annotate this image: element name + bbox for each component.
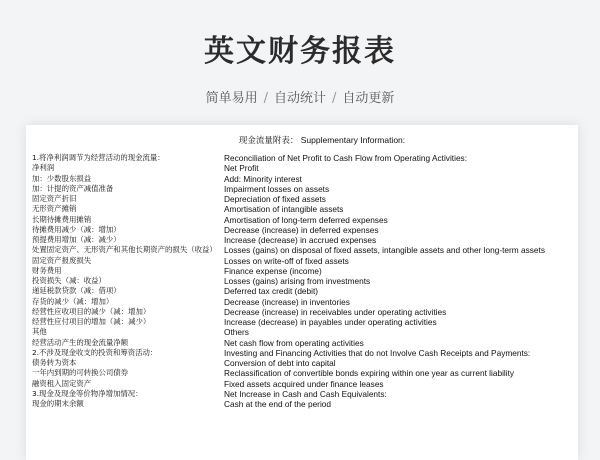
table-row [32,327,578,337]
table-row [32,225,578,235]
subtitle [0,87,600,106]
row-label-zh: 预提费用增加（减：减少） [32,235,121,244]
table-row [32,399,578,409]
table-row [32,215,578,225]
row-label-zh: 现金的期末余额 [32,399,84,408]
row-label-en: Decrease (increase) in inventories [224,296,350,307]
row-label-zh: 经营性应付项目的增加（减：减少） [32,317,151,326]
row-label-en: Finance expense (income) [224,265,322,276]
row-label-zh: 一年内到期的可转换公司债券 [32,368,129,378]
row-label-zh: 待摊费用减少（减：增加） [32,224,121,234]
table-row [32,266,578,276]
row-label-zh: 长期待摊费用摊销 [32,214,92,224]
row-label-en: Others [224,327,249,338]
table-row [32,368,578,378]
table-row [32,338,578,348]
table-row [32,286,578,296]
row-label-en: Cash at the end of the period [224,399,332,409]
row-label-en: Net Profit [224,163,259,174]
table-row [32,163,578,173]
row-label-zh: 递延税款贷款（减：借项） [32,286,121,296]
table-row [32,184,578,194]
row-label-en: Losses (gains) arising from investments [224,276,371,286]
row-label-zh: 加：计提的资产减值准备 [32,183,114,193]
row-label-zh: 投资损失（减：收益） [32,276,106,285]
row-label-en: Depreciation of fixed assets [224,194,326,204]
row-label-zh: 无形资产摊销 [32,204,77,214]
row-label-en: Amortisation of intangible assets [224,204,344,215]
row-label-en: Net Increase in Cash and Cash Equivalents: [224,388,387,399]
row-label-en: Losses (gains) on disposal of fixed assets, intangible assets and other long-term assets [224,245,545,256]
row-label-en: Add: Minority interest [224,173,302,184]
row-label-en: Reclassification of convertible bonds expiring within one year as current liability [224,368,515,379]
table-row [32,204,578,214]
subtitle-item-easy: 简单易用 [205,91,258,106]
row-label-zh: 固定资产报废损失 [32,255,92,265]
row-label-zh: 经营活动产生的现金流量净额 [32,337,129,347]
row-label-en: Losses on write-off of fixed assets [224,255,349,266]
table-row [32,153,578,163]
row-label-zh: 3.现金及现金等价物净增加情况： [32,388,143,398]
table-row [32,276,578,286]
page-title: 英文财务报表 [204,34,396,69]
sheet-heading: 现金流量附表： Supplementary Information: [238,135,406,145]
row-label-en: Impairment losses on assets [224,183,330,194]
row-label-zh: 其他 [32,327,47,337]
table-row [32,358,578,368]
row-label-en: Net cash flow from operating activities [224,337,364,348]
row-label-en: Deferred tax credit (debit) [224,286,319,297]
spreadsheet-card [26,125,578,460]
table-row [32,317,578,327]
row-label-en: Increase (decrease) in accrued expenses [224,235,377,245]
table-row [32,307,578,317]
row-label-zh: 固定资产折旧 [32,194,77,203]
row-label-zh: 净利润 [32,163,55,173]
row-label-zh: 存货的减少（减：增加） [32,296,114,306]
row-label-zh: 1.将净利润调节为经营活动的现金流量： [32,153,165,162]
row-label-zh: 债务转为资本 [32,358,77,367]
row-label-zh: 经营性应收项目的减少（减：增加） [32,306,151,316]
row-label-zh: 处置固定资产、无形资产和其他长期资产的损失（收益） [32,245,217,255]
row-label-en: Conversion of debt into capital [224,358,336,368]
row-label-zh: 加：少数股东损益 [32,173,92,183]
table-row [32,245,578,255]
subtitle-separator: / [332,91,337,106]
table-row [32,256,578,266]
subtitle-separator: / [263,91,268,106]
table-row [32,379,578,389]
row-label-zh: 2.不涉及现金收支的投资和筹资活动： [32,347,158,357]
row-label-en: Decrease (increase) in receivables under operating activities [224,306,447,317]
statement-rows [32,153,578,409]
row-label-en: Fixed assets acquired under finance leases [224,378,384,389]
table-row [32,174,578,184]
row-label-en: Investing and Financing Activities that do not Involve Cash Receipts and Payments: [224,347,531,358]
table-row [32,297,578,307]
row-label-en: Increase (decrease) in payables under operating activities [224,317,437,327]
row-label-en: Amortisation of long-term deferred expenses [224,214,388,225]
subtitle-item-auto-update: 自动更新 [342,91,395,106]
row-label-zh: 财务费用 [32,265,62,275]
row-label-zh: 融资租入固定资产 [32,378,92,388]
subtitle-item-auto-stats: 自动统计 [273,91,326,106]
table-row [32,389,578,399]
table-row [32,348,578,358]
row-label-en: Decrease (increase) in deferred expenses [224,224,379,235]
table-row [32,194,578,204]
table-row [32,235,578,245]
row-label-en: Reconciliation of Net Profit to Cash Flow from Operating Activities: [224,153,468,163]
